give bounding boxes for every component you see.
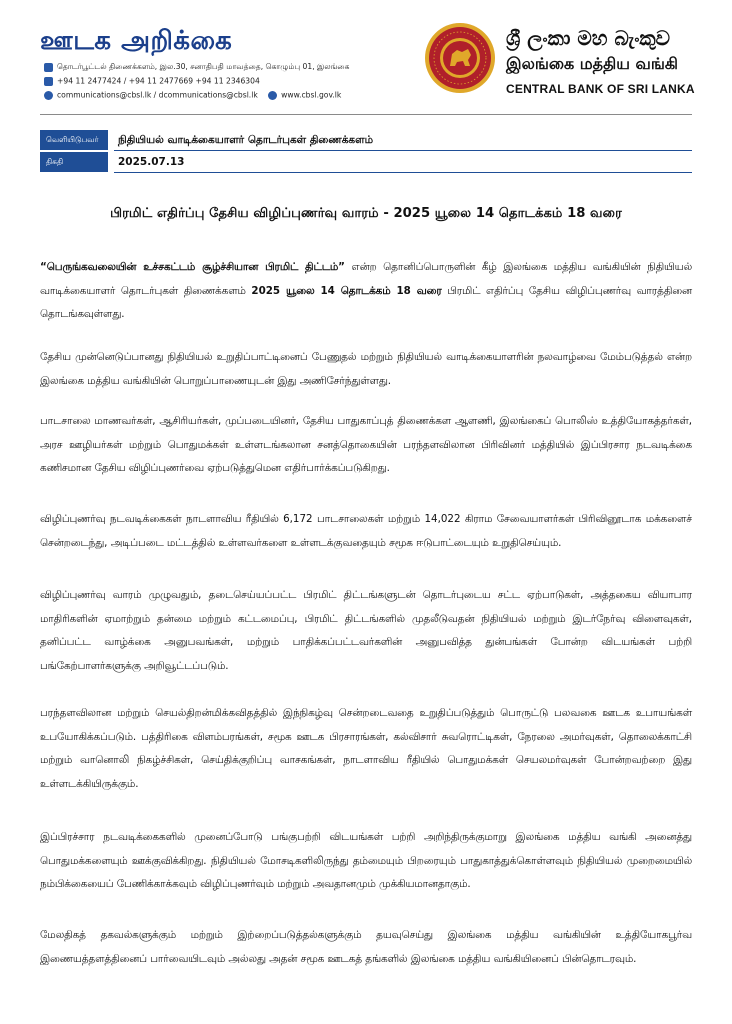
header-divider (40, 114, 692, 115)
paragraph-1-text-a: என்ற தொனிப்பொருளின் கீழ் இலங்கை மத்திய வங்கியின் நிதியியல் வாடிக்கையாளர் தொடர்புகள் திணைக்களம் (40, 261, 692, 297)
paragraph-5: விழிப்புணர்வு வாரம் முழுவதும், தடைசெய்யப்பட்ட பிரமிட் திட்டங்களுடன் தொடர்புடைய சட்ட ஏற்பாடுகள், அத்தகைய வியாபார மாதிரிகளின் ஏமாற்றும் தன்மை மற்றும் கட்டமைப்பு, பிரமிட் திட்டங்களில் முதலீடுவதன் நிதியியல் மற்றும் இடர்நேர்வு விளைவுகள், தனிப்பட்ட வாழ்க்கை அனுபவங்கள், மற்றும் பாதிக்கப்பட்டவர்களின் அனுபவித்த துன்பங்கள் போன்ற விடயங்கள் பற்றி பங்கேற்பாளர்களுக்கு அறிவூட்டப்படும். (40, 589, 692, 672)
press-release-title: ஊடக அறிக்கை (40, 26, 233, 56)
paragraph-8: மேலதிகத் தகவல்களுக்கும் மற்றும் இற்றைப்படுத்தல்களுக்கும் தயவுசெய்து இலங்கை மத்திய வங்கியின் உத்தியோகபூர்வ இணையத்தளத்தினைப் பார்வையிடவும் அல்லது அதன் சமூக ஊடகத் தங்களில் இலங்கை மத்திய வங்கியினைப் பின்தொடரவும். (40, 929, 692, 965)
issued-by-label: வெளியிடுபவர் (40, 130, 108, 150)
theme-quote: “பெருங்கவலையின் உச்சகட்டம் சூழ்ச்சியான பிரமிட் திட்டம்” (40, 261, 345, 273)
contact-address: தொடர்பூட்டல் திணைக்களம், இல.30, சனாதிபதி மாவத்தை, கொழும்பு 01, இலங்கை (44, 62, 349, 72)
central-bank-seal-icon (424, 22, 496, 94)
letterhead (0, 0, 732, 118)
campaign-dates: 2025 யூலை 14 தொடக்கம் 18 வரை (251, 284, 442, 297)
date-label: திகதி (40, 152, 108, 172)
date-row (40, 152, 692, 172)
paragraph-1 (40, 256, 692, 327)
issued-by-value: நிதியியல் வாடிக்கையாளர் தொடர்புகள் திணைக்களம் (114, 130, 692, 151)
paragraph-3: பாடசாலை மாணவர்கள், ஆசிரியர்கள், முப்படையினர், தேசிய பாதுகாப்புத் திணைக்கள ஆளணி, இலங்கைப் பொலிஸ் உத்தியோகத்தர்கள், அரச ஊழியர்கள் மற்றும் பொதுமக்கள் உள்ளடங்கலான சனத்தொகையின் பரந்தளவிலான பிரிவினர் மத்தியில் இப்பிரசார நடவடிக்கை கணிசமான தேசிய விழிப்புணர்வை ஏற்படுத்துமென எதிர்பார்க்கப்படுகிறது. (40, 415, 692, 474)
paragraph-2: தேசிய முன்னெடுப்பானது நிதியியல் உறுதிப்பாட்டினைப் பேணுதல் மற்றும் நிதியியல் வாடிக்கையாளரின் நலவாழ்வை மேம்படுத்தல் என்ற இலங்கை மத்திய வங்கியின் பொறுப்பாணையுடன் இது அணிசேர்ந்துள்ளது. (40, 351, 692, 387)
bank-name-english: CENTRAL BANK OF SRI LANKA (506, 82, 695, 96)
date-value: 2025.07.13 (114, 152, 692, 173)
paragraph-6: பரந்தளவிலான மற்றும் செயல்திறன்மிக்கவிதத்தில் இந்நிகழ்வு சென்றடைவதை உறுதிப்படுத்தும் பொருட்டு பலவகை ஊடக உபாயங்கள் உபயோகிக்கப்படும். பத்திரிகை விளம்பரங்கள், சமூக ஊடக பிரசாரங்கள், கல்விசார் சுவரொட்டிகள், நேரலை அமர்வுகள், தொலைக்காட்சி மற்றும் வானொலி நிகழ்ச்சிகள், செய்திக்குறிப்பு வாசகங்கள், நாடளாவிய ரீதியில் பொதுமக்கள் செயலமர்வுகள் போன்றவற்றை இது உள்ளடக்கியிருக்கும். (40, 707, 692, 790)
bank-name-tamil: இலங்கை மத்திய வங்கி (506, 54, 678, 73)
contact-phones: +94 11 2477424 / +94 11 2477669 +94 11 2346304 (44, 76, 260, 86)
phone-icon (44, 77, 53, 86)
contact-email: communications@cbsl.lk / dcommunications@cbsl.lk www.cbsl.gov.lk (44, 90, 341, 100)
globe-icon (268, 91, 277, 100)
headline: பிரமிட் எதிர்ப்பு தேசிய விழிப்புணர்வு வாரம் - 2025 யூலை 14 தொடக்கம் 18 வரை (110, 206, 622, 221)
email-icon (44, 91, 53, 100)
mail-icon (44, 63, 53, 72)
paragraph-1-text-b: பிரமிட் எதிர்ப்பு தேசிய விழிப்புணர்வு வாரத்தினை தொடங்கவுள்ளது. (40, 284, 692, 320)
paragraph-4: விழிப்புணர்வு நடவடிக்கைகள் நாடளாவிய ரீதியில் 6,172 பாடசாலைகள் மற்றும் 14,022 கிராம சேவையாளர்கள் பிரிவினூடாக மக்களைச் சென்றடைந்து, அடிப்படை மட்டத்தில் உள்ளவர்களை உள்ளடக்குவதையும் சமூக ஈடுபாட்டையும் உறுதிசெய்யும். (40, 513, 692, 549)
bank-name-sinhala: ශ්‍රී ලංකා මහ බැංකුව (506, 26, 671, 50)
paragraph-7: இப்பிரச்சார நடவடிக்கைகளில் முனைப்போடு பங்குபற்றி விடயங்கள் பற்றி அறிந்திருக்குமாறு இலங்கை மத்திய வங்கி அனைத்து பொதுமக்களையும் ஊக்குவிக்கிறது. நிதியியல் மோசடிகளிலிருந்து தம்மையும் பிறரையும் பாதுகாத்துக்கொள்ளவும் நிதியியல் முறைமையில் நம்பிக்கையைப் பேணிக்காக்கவும் விழிப்புணர்வும் மற்றும் அவதானமும் முக்கியமானதாகும். (40, 831, 692, 890)
issued-by-row (40, 130, 692, 150)
